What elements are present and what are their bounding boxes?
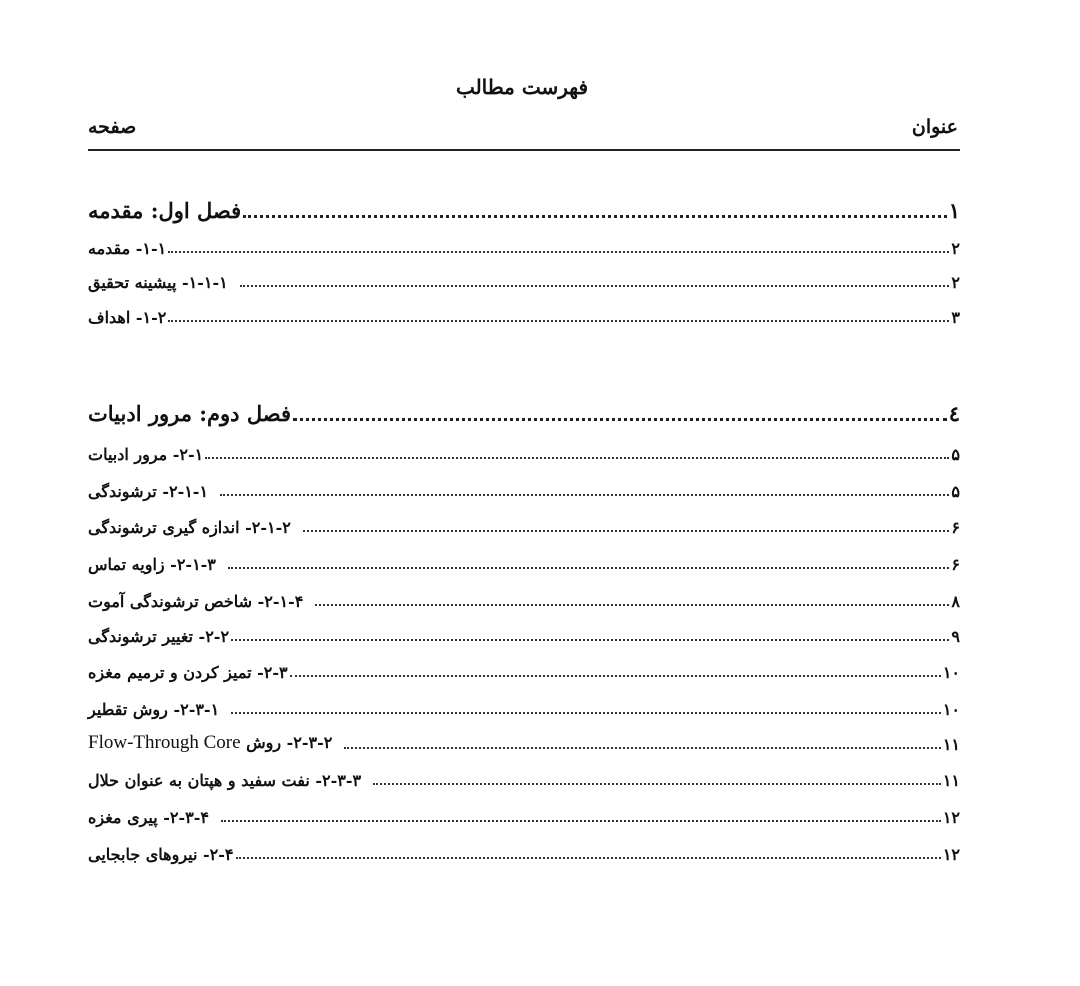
dot-leader bbox=[236, 837, 941, 859]
toc-entry-title: ۲-۴- نیروهای جابجایی bbox=[88, 845, 234, 864]
toc-entry-title: فصل اول: مقدمه bbox=[88, 198, 242, 223]
toc-entry[interactable] bbox=[88, 471, 960, 501]
toc-entry-title bbox=[88, 732, 342, 754]
dot-leader bbox=[205, 437, 949, 459]
toc-entry-title: ۲-۲- تغییر ترشوندگی bbox=[88, 627, 230, 646]
toc-page-number: ۱۲ bbox=[942, 808, 960, 827]
toc-entry[interactable] bbox=[88, 616, 960, 646]
dot-leader bbox=[290, 655, 941, 677]
toc-chapter-2[interactable] bbox=[88, 396, 960, 426]
toc-page-number: ۵ bbox=[951, 482, 960, 501]
toc-page-number: ۲ bbox=[951, 273, 960, 292]
toc-entry[interactable] bbox=[88, 228, 960, 258]
toc-entry[interactable] bbox=[88, 652, 960, 682]
toc-entry-title: فصل دوم: مرور ادبیات bbox=[88, 401, 291, 426]
dot-leader bbox=[231, 692, 941, 714]
dot-leader bbox=[243, 195, 947, 218]
page-title: فهرست مطالب bbox=[455, 75, 589, 99]
toc-entry-title: ۲-۳-۳- نفت سفید و هپتان به عنوان حلال bbox=[88, 771, 362, 790]
toc-entry-title-latin: Flow-Through Core bbox=[88, 732, 241, 753]
dot-leader bbox=[315, 584, 949, 606]
toc-entry-title: ۱-۱-۱- پیشینه تحقیق bbox=[88, 273, 228, 292]
dot-leader bbox=[373, 763, 941, 785]
title-column-header: عنوان bbox=[911, 116, 958, 138]
dot-leader bbox=[228, 547, 950, 569]
toc-entry[interactable] bbox=[88, 544, 960, 574]
toc-entry-title: ۲-۱-۳- زاویه تماس bbox=[88, 555, 216, 574]
toc-entry-title: ۲-۳-۴- پیری مغزه bbox=[88, 808, 209, 827]
toc-entry-title: ۲-۳-۱- روش تقطیر bbox=[88, 700, 220, 719]
toc-entry-title: ۲-۱-۴- شاخص ترشوندگی آموت bbox=[88, 592, 304, 611]
toc-entry-title: ۱-۱- مقدمه bbox=[88, 239, 167, 258]
dot-leader bbox=[168, 300, 949, 322]
dot-leader bbox=[240, 265, 950, 287]
toc-page-number: ۱ bbox=[948, 198, 960, 223]
toc-entry[interactable] bbox=[88, 262, 960, 292]
dot-leader bbox=[344, 727, 940, 749]
page-column-header: صفحه bbox=[88, 116, 137, 138]
toc-entry-title: ۲-۱- مرور ادبیات bbox=[88, 445, 204, 464]
toc-page-number: ۹ bbox=[951, 627, 960, 646]
toc-page-number: ۱۰ bbox=[942, 700, 960, 719]
toc-entry-title-prefix: ۲-۳-۲- روش bbox=[246, 733, 333, 752]
toc-entry[interactable] bbox=[88, 689, 960, 719]
toc-page-number: ٤ bbox=[948, 401, 960, 426]
toc-page-number: ۳ bbox=[951, 308, 960, 327]
toc-page-number: ۱۰ bbox=[942, 663, 960, 682]
toc-entry[interactable] bbox=[88, 760, 960, 790]
toc-page-number: ۶ bbox=[951, 555, 960, 574]
toc-page-number: ۱۱ bbox=[942, 771, 960, 790]
toc-entry[interactable] bbox=[88, 434, 960, 464]
toc-entry[interactable] bbox=[88, 834, 960, 864]
toc-entry[interactable] bbox=[88, 797, 960, 827]
toc-page-number: ۵ bbox=[951, 445, 960, 464]
header-divider bbox=[88, 149, 960, 151]
toc-page-number: ۱۲ bbox=[942, 845, 960, 864]
dot-leader bbox=[231, 619, 949, 641]
toc-page-number: ۶ bbox=[951, 518, 960, 537]
toc-entry-title: ۲-۱-۲- اندازه گیری ترشوندگی bbox=[88, 518, 291, 537]
toc-entry[interactable] bbox=[88, 297, 960, 327]
toc-page-number: ۲ bbox=[951, 239, 960, 258]
dot-leader bbox=[220, 474, 949, 496]
toc-entry-title: ۲-۳- تمیز کردن و ترمیم مغزه bbox=[88, 663, 288, 682]
dot-leader bbox=[293, 398, 947, 421]
toc-entry-title: ۲-۱-۱- ترشوندگی bbox=[88, 482, 209, 501]
toc-entry-title: ۱-۲- اهداف bbox=[88, 308, 167, 327]
dot-leader bbox=[168, 231, 949, 253]
toc-entry[interactable] bbox=[88, 581, 960, 611]
toc-entry[interactable] bbox=[88, 507, 960, 537]
toc-entry[interactable] bbox=[88, 724, 960, 754]
toc-page-number: ۱۱ bbox=[942, 735, 960, 754]
dot-leader bbox=[221, 800, 941, 822]
toc-page-number: ۸ bbox=[951, 592, 960, 611]
toc-chapter-1[interactable] bbox=[88, 193, 960, 223]
dot-leader bbox=[303, 510, 950, 532]
